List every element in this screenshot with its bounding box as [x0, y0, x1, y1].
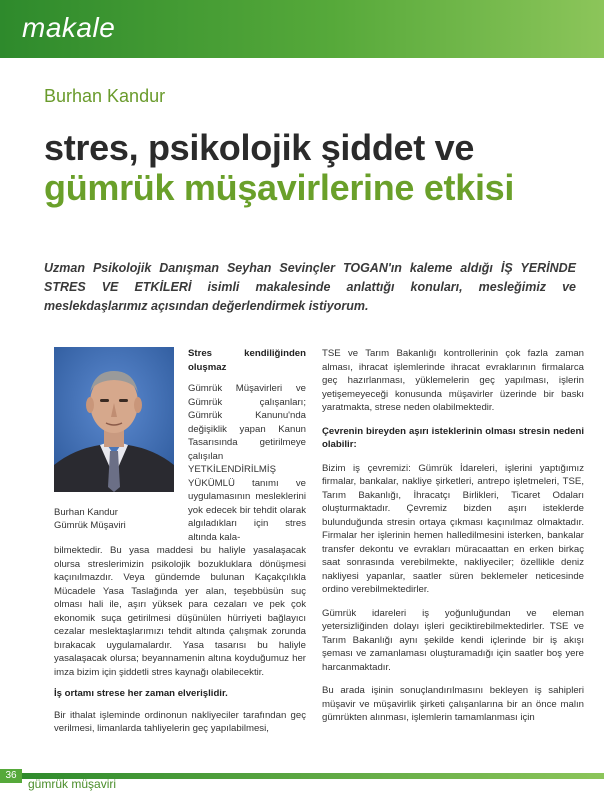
paragraph: Gümrük idareleri iş yoğunluğundan ve eleman yetersizliğinden dolayı işleri geciktirebilmektedirler. TSE ve Tarım Bakanlığı aynı şekilde kendi içlerinde bir iş akışı şeması ve zamanlaması oluşturamadığı için saatler boş yere harcanmaktadır.: [322, 607, 584, 673]
subheading-work-environment: İş ortamı strese her zaman elverişlidir.: [54, 688, 228, 699]
paragraph: TSE ve Tarım Bakanlığı kontrollerinin çok fazla zaman alması, ihracat işlemlerinde ihracat evraklarının firmalarca geç hazırlanması, yüklemelerin geç yapılması, işlerin yetişemeyeceği konusunda müşavirler üzerinde bir baskı yaratmakta, strese neden olabilmektedir.: [322, 348, 584, 413]
photo-caption: [54, 506, 126, 532]
title-line-1: stres, psikolojik şiddet ve: [44, 127, 475, 168]
subheading-stress: Stres kendiliğinden oluşmaz: [188, 348, 306, 373]
author-name: Burhan Kandur: [44, 86, 166, 106]
lead-paragraph: Uzman Psikolojik Danışman Seyhan Sevinçler TOGAN'ın kaleme aldığı İŞ YERİNDE STRES VE ETKİLERİ isimli makalesinde anlattığı konuları, mesleğimiz ve meslekdaşlarımız açısından değerlendirmek istiyorum.: [44, 261, 576, 313]
subheading-environment-demands: Çevrenin bireyden aşırı isteklerinin olması stresin nedeni olabilir:: [322, 425, 584, 450]
article-title: [44, 128, 584, 208]
page-number: 36: [0, 769, 22, 783]
section-label: makale: [22, 12, 116, 43]
author-photo: [54, 347, 174, 492]
paragraph: bilmektedir. Bu yasa maddesi bu haliyle yasalaşacak olursa streslerimizin psikolojik bozukluklara dönüşmesi kaçınılmazdır. Veya gündemde bulunan Kaçakçılıkla Mücadele Yasa Taslağında yer alan, teşebbüsün suç olması hali ile, aşırı yüksek para cezaları ve pek çok ekonomik suça getirilmesi düşünülen hürriyeti bağlayıcı cezalar meslektaşlarımızı tehdit altında çalışmak zorunda bırakacak uygulamalardır. Yasa tasarısı bu haliyle yasalaşacak olursa; beyannamenin altına koyduğumuz her imza bizim için şiddetli stres kaynağı olabilecektir.: [54, 545, 306, 678]
paragraph: Bu arada işinin sonuçlandırılmasını bekleyen iş sahipleri müşavir ve müşavirlik şirketi çalışanlarına bir an önce malın gümrükten alınması, işlemlerin tamamlanması için: [322, 685, 584, 723]
paragraph: Bizim iş çevremizi: Gümrük İdareleri, işlerini yaptığımız firmalar, bankalar, nakliye şirketleri, antrepo işletmeleri, TSE, Tarım Bakanlığı, İhracatçı Birlikleri, Ticaret Odaları oluşturmaktadır. Çevremiz bizden aşırı isteklerde bulunduğunda stresin ortaya çıkması kaçınılmaz olmaktadır. Firmalar her işlerinin hemen halledilmesini isterken, bankalar transfer dekontu ve evrakları müracaattan en erken birkaç saat sonrasında verebilmekte, nakliyeciler; özellikle deniz nakliyesi yapanlar, saatler süren beklemeler neticesinde ordino verebilmektedirler.: [322, 462, 584, 595]
section-banner: [0, 0, 604, 58]
caption-title: Gümrük Müşaviri: [54, 520, 126, 531]
column-right: [322, 347, 584, 735]
column-left-bottom: [54, 544, 306, 744]
paragraph: Bir ithalat işleminde ordinonun nakliyeciler tarafından geç verilmesi, limanlarda tahliyelerin geç yapılabilmesi,: [54, 709, 306, 734]
title-line-2: gümrük müşavirlerine etkisi: [44, 167, 515, 208]
magazine-name: gümrük müşaviri: [28, 777, 117, 791]
caption-name: Burhan Kandur: [54, 507, 118, 518]
paragraph: Gümrük Müşavirleri ve Gümrük çalışanları; Gümrük Kanunu'nda değişiklik yapan Kanun Tasarısında getirilmeye çalışılan YETKİLENDİRİLMİŞ YÜKÜMLÜ tanımı ve uygulamasının mesleklerini yok edecek bir tehdit olarak algıladıkları için stres altında kala-: [188, 383, 306, 543]
column-left-top: [188, 347, 306, 552]
